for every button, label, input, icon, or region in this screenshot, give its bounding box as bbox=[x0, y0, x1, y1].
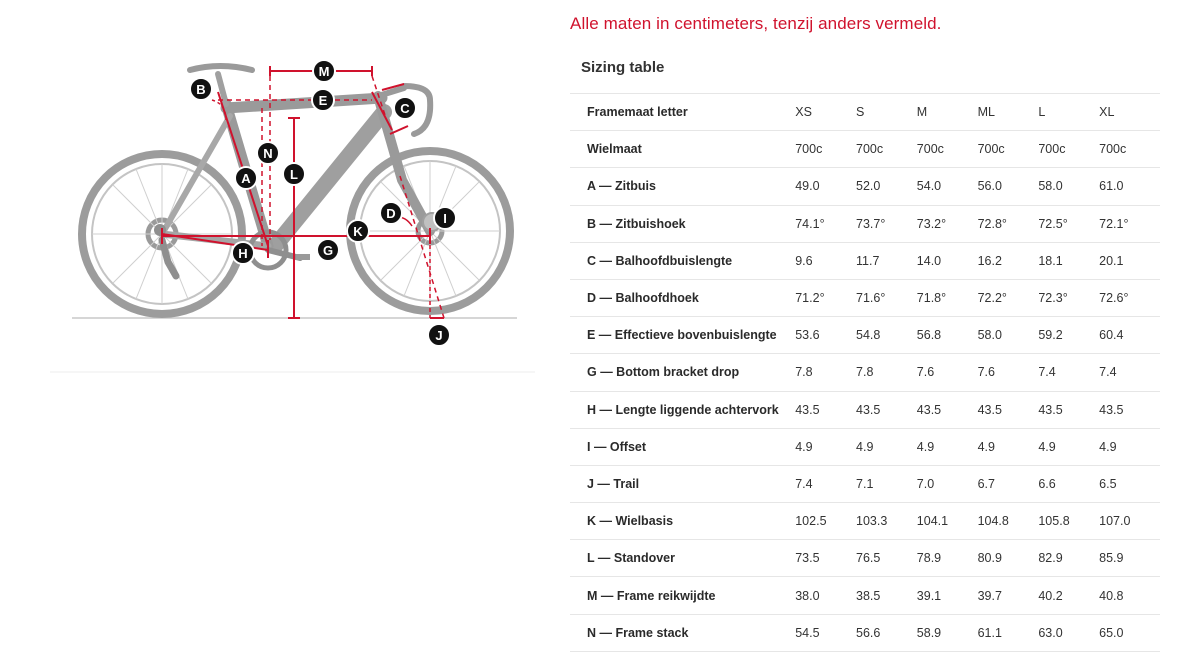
row-label: K — Wielbasis bbox=[570, 503, 795, 540]
bike-silhouette bbox=[82, 66, 510, 314]
marker-c bbox=[394, 97, 416, 119]
table-cell: 700c bbox=[978, 131, 1039, 168]
marker-a bbox=[235, 167, 257, 189]
table-cell: 105.8 bbox=[1038, 503, 1099, 540]
table-cell: 59.2 bbox=[1038, 317, 1099, 354]
svg-text:E: E bbox=[318, 93, 328, 108]
table-row bbox=[570, 577, 1160, 614]
row-label: G — Bottom bracket drop bbox=[570, 354, 795, 391]
row-label: I — Offset bbox=[570, 428, 795, 465]
size-header: M bbox=[917, 94, 978, 131]
table-cell: 58.0 bbox=[978, 317, 1039, 354]
table-cell: 43.5 bbox=[1099, 391, 1160, 428]
svg-text:I: I bbox=[443, 211, 447, 226]
table-cell: 104.1 bbox=[917, 503, 978, 540]
table-cell: 76.5 bbox=[856, 540, 917, 577]
marker-m bbox=[313, 60, 335, 82]
table-cell: 72.6° bbox=[1099, 279, 1160, 316]
table-cell: 6.6 bbox=[1038, 465, 1099, 502]
table-cell: 9.6 bbox=[795, 242, 856, 279]
marker-g bbox=[317, 239, 339, 261]
units-notice: Alle maten in centimeters, tenzij anders vermeld. bbox=[570, 14, 942, 33]
table-cell: 74.1° bbox=[795, 205, 856, 242]
table-cell: 16.2 bbox=[978, 242, 1039, 279]
table-cell: 38.5 bbox=[856, 577, 917, 614]
row-label: C — Balhoofdbuislengte bbox=[570, 242, 795, 279]
svg-text:N: N bbox=[263, 146, 273, 161]
table-row bbox=[570, 131, 1160, 168]
svg-text:J: J bbox=[435, 328, 443, 343]
svg-text:D: D bbox=[386, 206, 396, 221]
table-cell: 4.9 bbox=[795, 428, 856, 465]
table-row bbox=[570, 428, 1160, 465]
table-cell: 700c bbox=[917, 131, 978, 168]
table-cell: 71.8° bbox=[917, 279, 978, 316]
size-header: XS bbox=[795, 94, 856, 131]
table-cell: 73.5 bbox=[795, 540, 856, 577]
marker-j bbox=[428, 324, 450, 346]
table-cell: 65.0 bbox=[1099, 614, 1160, 651]
table-cell: 4.9 bbox=[978, 428, 1039, 465]
saddle bbox=[190, 66, 252, 70]
size-header: XL bbox=[1099, 94, 1160, 131]
table-cell: 700c bbox=[1038, 131, 1099, 168]
marker-l bbox=[283, 163, 305, 185]
table-cell: 7.8 bbox=[856, 354, 917, 391]
table-cell: 7.8 bbox=[795, 354, 856, 391]
table-cell: 700c bbox=[1099, 131, 1160, 168]
svg-text:M: M bbox=[318, 64, 330, 79]
table-cell: 103.3 bbox=[856, 503, 917, 540]
table-cell: 20.1 bbox=[1099, 242, 1160, 279]
table-cell: 60.4 bbox=[1099, 317, 1160, 354]
table-cell: 56.8 bbox=[917, 317, 978, 354]
table-cell: 72.1° bbox=[1099, 205, 1160, 242]
row-label: L — Standover bbox=[570, 540, 795, 577]
table-cell: 43.5 bbox=[1038, 391, 1099, 428]
table-cell: 43.5 bbox=[978, 391, 1039, 428]
marker-n bbox=[257, 142, 279, 164]
table-cell: 63.0 bbox=[1038, 614, 1099, 651]
table-cell: 54.5 bbox=[795, 614, 856, 651]
table-cell: 40.2 bbox=[1038, 577, 1099, 614]
table-row bbox=[570, 317, 1160, 354]
marker-b bbox=[190, 78, 212, 100]
header-label: Framemaat letter bbox=[570, 94, 795, 131]
table-cell: 7.6 bbox=[978, 354, 1039, 391]
marker-d bbox=[380, 202, 402, 224]
table-cell: 4.9 bbox=[1099, 428, 1160, 465]
row-label: D — Balhoofdhoek bbox=[570, 279, 795, 316]
table-cell: 80.9 bbox=[978, 540, 1039, 577]
table-cell: 72.8° bbox=[978, 205, 1039, 242]
table-cell: 7.1 bbox=[856, 465, 917, 502]
bike-geometry-diagram bbox=[40, 40, 540, 380]
svg-text:K: K bbox=[353, 224, 363, 239]
table-cell: 61.1 bbox=[978, 614, 1039, 651]
table-cell: 43.5 bbox=[856, 391, 917, 428]
table-cell: 49.0 bbox=[795, 168, 856, 205]
table-cell: 73.7° bbox=[856, 205, 917, 242]
table-title: Sizing table bbox=[581, 59, 665, 76]
table-row bbox=[570, 465, 1160, 502]
table-row bbox=[570, 279, 1160, 316]
table-cell: 73.2° bbox=[917, 205, 978, 242]
row-label: H — Lengte liggende achtervork bbox=[570, 391, 795, 428]
table-cell: 7.4 bbox=[795, 465, 856, 502]
table-row bbox=[570, 391, 1160, 428]
marker-h bbox=[232, 242, 254, 264]
table-cell: 700c bbox=[856, 131, 917, 168]
table-row bbox=[570, 614, 1160, 651]
table-cell: 4.9 bbox=[1038, 428, 1099, 465]
size-header: ML bbox=[978, 94, 1039, 131]
table-cell: 43.5 bbox=[795, 391, 856, 428]
table-cell: 18.1 bbox=[1038, 242, 1099, 279]
svg-text:G: G bbox=[322, 243, 334, 258]
marker-i bbox=[434, 207, 456, 229]
table-cell: 38.0 bbox=[795, 577, 856, 614]
marker-e bbox=[312, 89, 334, 111]
svg-text:H: H bbox=[238, 246, 248, 261]
table-cell: 61.0 bbox=[1099, 168, 1160, 205]
table-row bbox=[570, 205, 1160, 242]
table-row bbox=[570, 354, 1160, 391]
table-cell: 40.8 bbox=[1099, 577, 1160, 614]
table-cell: 107.0 bbox=[1099, 503, 1160, 540]
table-cell: 58.9 bbox=[917, 614, 978, 651]
table-cell: 7.4 bbox=[1038, 354, 1099, 391]
marker-k bbox=[347, 220, 369, 242]
table-row bbox=[570, 503, 1160, 540]
table-cell: 700c bbox=[795, 131, 856, 168]
table-cell: 85.9 bbox=[1099, 540, 1160, 577]
row-label: A — Zitbuis bbox=[570, 168, 795, 205]
table-cell: 7.6 bbox=[917, 354, 978, 391]
table-cell: 56.0 bbox=[978, 168, 1039, 205]
row-label: J — Trail bbox=[570, 465, 795, 502]
svg-text:B: B bbox=[196, 82, 206, 97]
row-label: B — Zitbuishoek bbox=[570, 205, 795, 242]
size-header: L bbox=[1038, 94, 1099, 131]
svg-text:L: L bbox=[290, 167, 298, 182]
table-cell: 14.0 bbox=[917, 242, 978, 279]
table-cell: 82.9 bbox=[1038, 540, 1099, 577]
table-cell: 11.7 bbox=[856, 242, 917, 279]
table-header-row bbox=[570, 94, 1160, 131]
table-cell: 4.9 bbox=[856, 428, 917, 465]
table-cell: 43.5 bbox=[917, 391, 978, 428]
row-label: M — Frame reikwijdte bbox=[570, 577, 795, 614]
row-label: N — Frame stack bbox=[570, 614, 795, 651]
table-cell: 78.9 bbox=[917, 540, 978, 577]
svg-text:C: C bbox=[400, 101, 410, 116]
size-header: S bbox=[856, 94, 917, 131]
table-cell: 53.6 bbox=[795, 317, 856, 354]
table-cell: 39.7 bbox=[978, 577, 1039, 614]
table-cell: 4.9 bbox=[917, 428, 978, 465]
table-row bbox=[570, 168, 1160, 205]
row-label: E — Effectieve bovenbuislengte bbox=[570, 317, 795, 354]
table-cell: 54.8 bbox=[856, 317, 917, 354]
sizing-table bbox=[570, 93, 1160, 652]
table-cell: 104.8 bbox=[978, 503, 1039, 540]
table-cell: 7.4 bbox=[1099, 354, 1160, 391]
svg-text:A: A bbox=[241, 171, 251, 186]
table-cell: 54.0 bbox=[917, 168, 978, 205]
table-cell: 72.3° bbox=[1038, 279, 1099, 316]
row-label: Wielmaat bbox=[570, 131, 795, 168]
table-cell: 52.0 bbox=[856, 168, 917, 205]
table-cell: 102.5 bbox=[795, 503, 856, 540]
table-cell: 6.7 bbox=[978, 465, 1039, 502]
table-cell: 6.5 bbox=[1099, 465, 1160, 502]
table-cell: 71.6° bbox=[856, 279, 917, 316]
table-cell: 39.1 bbox=[917, 577, 978, 614]
table-cell: 72.5° bbox=[1038, 205, 1099, 242]
table-cell: 56.6 bbox=[856, 614, 917, 651]
table-cell: 71.2° bbox=[795, 279, 856, 316]
table-cell: 72.2° bbox=[978, 279, 1039, 316]
table-row bbox=[570, 540, 1160, 577]
table-cell: 7.0 bbox=[917, 465, 978, 502]
table-row bbox=[570, 242, 1160, 279]
table-cell: 58.0 bbox=[1038, 168, 1099, 205]
